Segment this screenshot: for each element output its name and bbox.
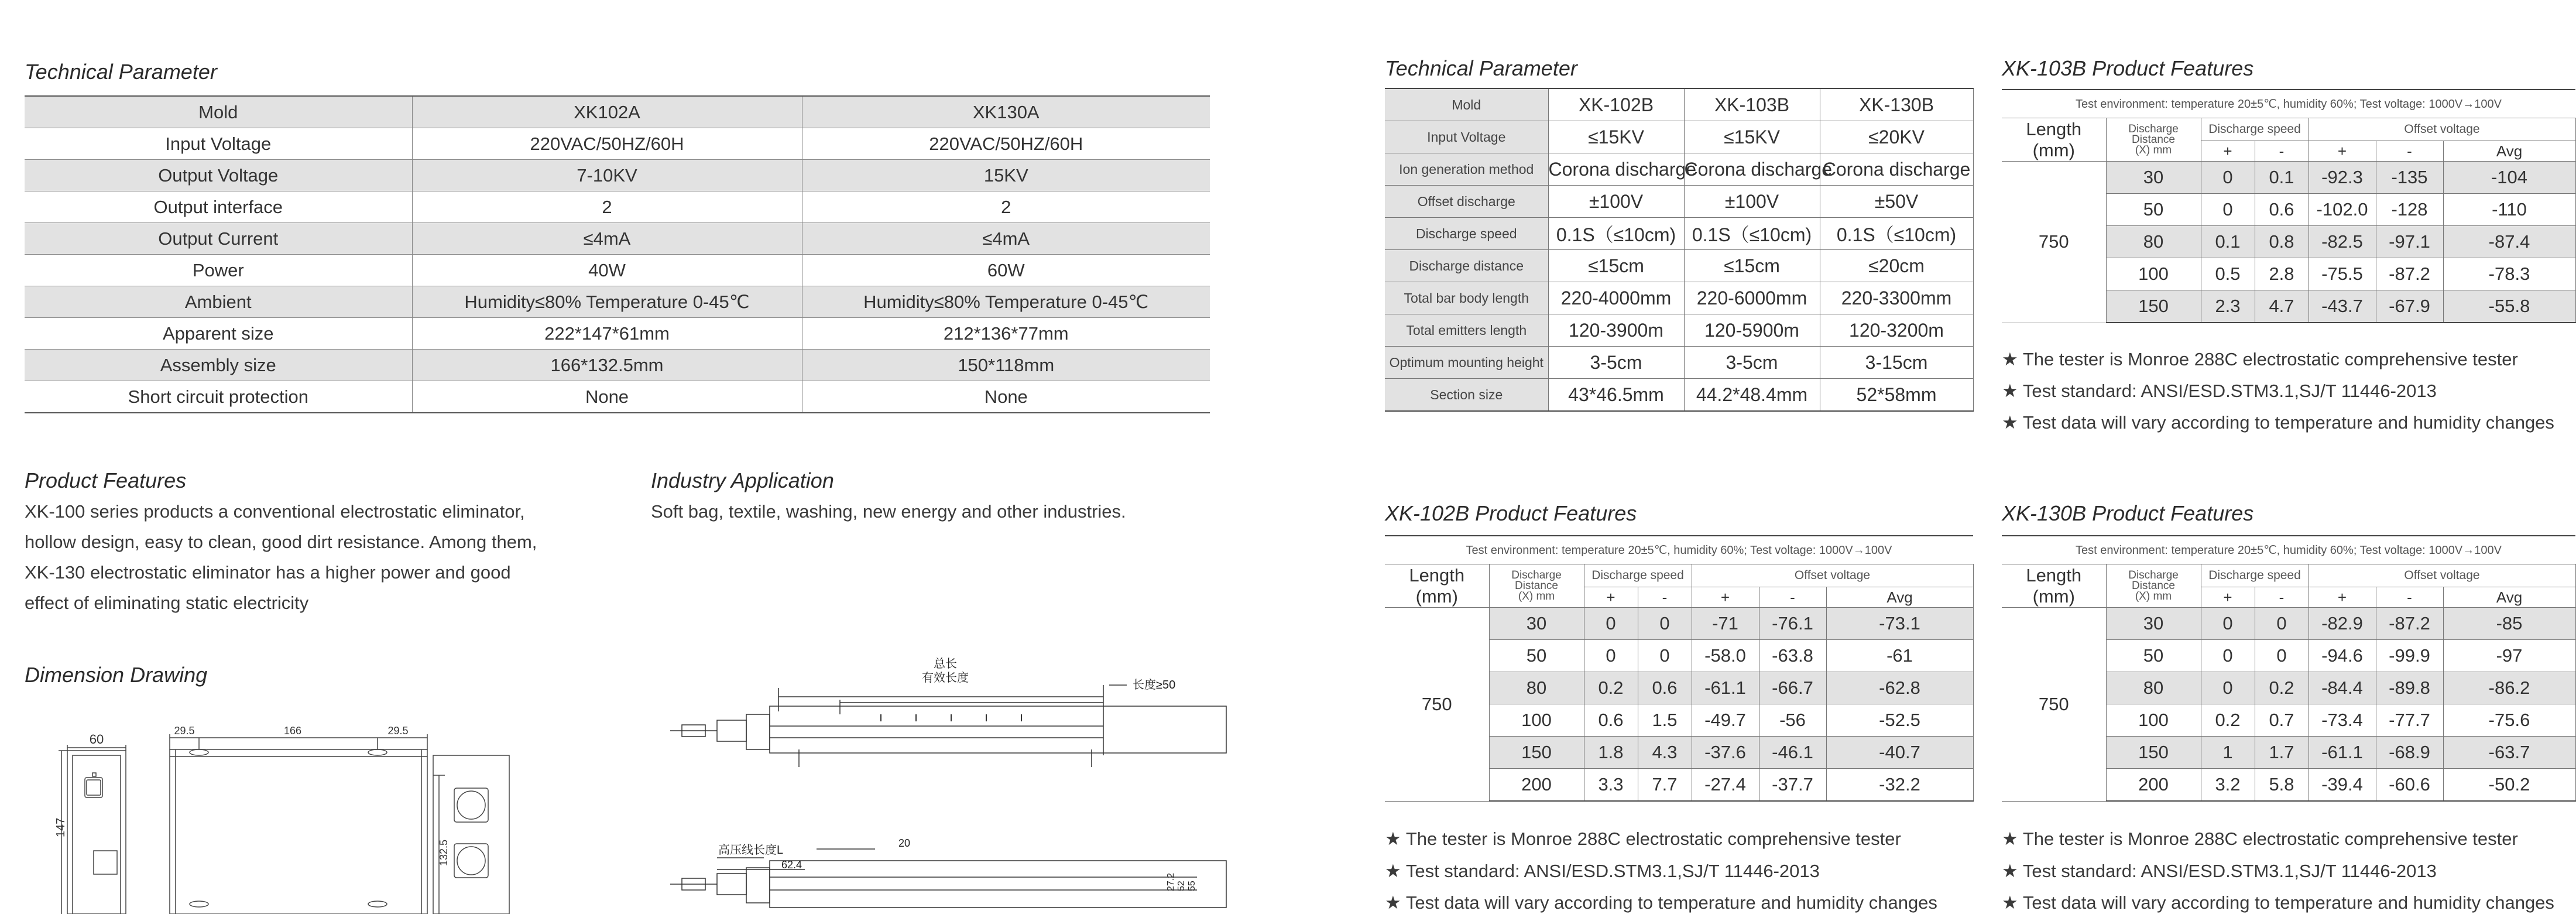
table-cell: ≤4mA [412, 223, 802, 255]
speed-header: Discharge speed [2201, 564, 2309, 587]
table-header-row [25, 96, 1210, 128]
speed-header: Discharge speed [2201, 118, 2309, 141]
table-cell: -50.2 [2443, 769, 2575, 802]
minus-header: - [2376, 141, 2443, 162]
minus-header: - [1759, 587, 1826, 608]
offset-header: Offset voltage [1692, 564, 1973, 587]
table-cell: 120-3200m [1820, 314, 1973, 347]
table-cell: 0 [2201, 162, 2255, 194]
table-cell: 0 [1584, 608, 1638, 640]
table-cell: 3-5cm [1684, 347, 1820, 379]
table-cell: -71 [1692, 608, 1759, 640]
table-cell: -61.1 [1692, 672, 1759, 704]
table-cell: -84.4 [2309, 672, 2376, 704]
table-cell: 166*132.5mm [412, 350, 802, 381]
table-cell: ±100V [1684, 186, 1820, 218]
table-cell: XK-103B [1684, 88, 1820, 121]
avg-header: Avg [2443, 587, 2575, 608]
dimension-drawing-bar [670, 656, 1197, 914]
label-length-50: 长度≥50 [1133, 679, 1176, 692]
table-cell: -86.2 [2443, 672, 2575, 704]
table-cell: -104 [2443, 162, 2575, 194]
table-cell: 200 [1489, 769, 1584, 802]
label-total-length: 总长 [934, 658, 957, 670]
table-cell: 7.7 [1638, 769, 1692, 802]
table-cell: -128 [2376, 194, 2443, 226]
table-cell: -92.3 [2309, 162, 2376, 194]
features-line: XK-100 series products a conventional electrostatic eliminator, [25, 501, 525, 522]
table-cell: -52.5 [1826, 704, 1973, 737]
table-cell: 4.3 [1638, 737, 1692, 769]
table-cell: 220-3300mm [1820, 282, 1973, 314]
env-row [1385, 536, 1973, 564]
row-label: Output interface [25, 191, 412, 223]
minus-header: - [2255, 141, 2309, 162]
table-cell: 4.7 [2255, 290, 2309, 323]
table-cell: -102.0 [2309, 194, 2376, 226]
table-cell: XK130A [802, 96, 1210, 128]
table-cell: ≤4mA [802, 223, 1210, 255]
table-cell: -37.6 [1692, 737, 1759, 769]
row-label: Apparent size [25, 318, 412, 350]
features-line: effect of eliminating static electricity [25, 593, 309, 613]
note-standard-102: ★ Test standard: ANSI/ESD.STM3.1,SJ/T 11446-2013 [1385, 861, 1820, 881]
table-row [25, 381, 1210, 413]
product-features-title: Product Features [25, 468, 187, 492]
dim-27-2: 27.2 [1166, 872, 1176, 891]
table-row [1385, 218, 1973, 250]
table-row [25, 223, 1210, 255]
table-row [1385, 250, 1973, 282]
note-tester: ★ The tester is Monroe 288C electrostatic comprehensive tester [2002, 349, 2518, 369]
industry-application-text: Soft bag, textile, washing, new energy and other industries. [651, 501, 1126, 522]
table-row [25, 350, 1210, 381]
features-line: XK-130 electrostatic eliminator has a higher power and good [25, 562, 511, 583]
table-cell: -73.1 [1826, 608, 1973, 640]
table-cell: 0 [2201, 640, 2255, 672]
table-cell: ≤15KV [1548, 121, 1684, 153]
table-cell: ≤15cm [1548, 250, 1684, 282]
table-cell: 3-15cm [1820, 347, 1973, 379]
table-cell: 80 [1489, 672, 1584, 704]
table-cell: 1.5 [1638, 704, 1692, 737]
table-cell: -37.7 [1759, 769, 1826, 802]
xk102b-table [1385, 535, 1974, 802]
table-cell: -135 [2376, 162, 2443, 194]
table-cell: 30 [2106, 608, 2201, 640]
table-cell: 30 [1489, 608, 1584, 640]
table-cell: 220VAC/50HZ/60H [412, 128, 802, 160]
table-cell: 100 [2106, 704, 2201, 737]
dim-55: 55 [1187, 881, 1197, 891]
table-cell: -46.1 [1759, 737, 1826, 769]
table-cell: 0 [2201, 672, 2255, 704]
table-cell: 1.7 [2255, 737, 2309, 769]
row-label: Output Voltage [25, 160, 412, 191]
table-cell: 50 [2106, 194, 2201, 226]
row-label: Discharge speed [1385, 218, 1548, 250]
table-cell: 220-6000mm [1684, 282, 1820, 314]
table-cell: 0 [2201, 608, 2255, 640]
dimension-drawing-box [54, 714, 515, 914]
row-label: Ion generation method [1385, 153, 1548, 186]
table-cell: -60.6 [2376, 769, 2443, 802]
length-value: 750 [2002, 162, 2106, 323]
table-cell: 2.3 [2201, 290, 2255, 323]
table-cell: 150 [1489, 737, 1584, 769]
dimension-drawing-title: Dimension Drawing [25, 663, 208, 687]
table-cell: -27.4 [1692, 769, 1759, 802]
row-label: Input Voltage [25, 128, 412, 160]
table-row [1385, 153, 1973, 186]
table-cell: 0.1 [2255, 162, 2309, 194]
table-cell: -77.7 [2376, 704, 2443, 737]
row-label: Ambient [25, 286, 412, 318]
table-cell: 50 [2106, 640, 2201, 672]
table-cell: -76.1 [1759, 608, 1826, 640]
table-cell: Humidity≤80% Temperature 0-45℃ [802, 286, 1210, 318]
table-cell: -32.2 [1826, 769, 1973, 802]
dim-29-5-a: 29.5 [174, 725, 195, 737]
table-row [25, 128, 1210, 160]
plus-header: + [2201, 587, 2255, 608]
industry-application-title: Industry Application [651, 468, 834, 492]
table-cell: 120-3900m [1548, 314, 1684, 347]
table-cell: -39.4 [2309, 769, 2376, 802]
xk130b-table [2002, 535, 2576, 802]
table-cell: ≤20KV [1820, 121, 1973, 153]
row-label: Assembly size [25, 350, 412, 381]
table-cell: 3.2 [2201, 769, 2255, 802]
row-label: Optimum mounting height [1385, 347, 1548, 379]
table-cell: 100 [1489, 704, 1584, 737]
table-cell: 150*118mm [802, 350, 1210, 381]
table-cell: Corona discharge [1548, 153, 1684, 186]
table-cell: 0.2 [2255, 672, 2309, 704]
table-cell: -73.4 [2309, 704, 2376, 737]
tech-param-table-right [1385, 88, 1974, 412]
distance-header: Discharge Distance (X) mm [1489, 564, 1584, 608]
table-cell: 44.2*48.4mm [1684, 379, 1820, 412]
table-cell: 0.1S（≤10cm) [1820, 218, 1973, 250]
avg-header: Avg [2443, 141, 2575, 162]
table-cell: 0.1 [2201, 226, 2255, 258]
env-row [2002, 536, 2575, 564]
table-row [1385, 186, 1973, 218]
table-cell: 2.8 [2255, 258, 2309, 290]
table-cell: 150 [2106, 737, 2201, 769]
table-cell: ±100V [1548, 186, 1684, 218]
header-row [2002, 118, 2575, 141]
tech-param-title-right: Technical Parameter [1385, 56, 1577, 80]
plus-header: + [2309, 587, 2376, 608]
dim-60: 60 [89, 732, 104, 747]
table-cell: -97 [2443, 640, 2575, 672]
tech-param-table-left [25, 95, 1210, 413]
note-variation-102: ★ Test data will vary according to temperature and humidity changes [1385, 892, 1937, 913]
row-label: Discharge distance [1385, 250, 1548, 282]
table-cell: -56 [1759, 704, 1826, 737]
table-row [1385, 608, 1973, 640]
table-cell: 80 [2106, 672, 2201, 704]
row-label: Section size [1385, 379, 1548, 412]
label-hv-length: 高压线长度L [718, 844, 784, 857]
table-cell: ≤15cm [1684, 250, 1820, 282]
table-cell: XK102A [412, 96, 802, 128]
table-cell: 0.2 [2201, 704, 2255, 737]
table-cell: 40W [412, 255, 802, 286]
table-cell: 0 [1638, 608, 1692, 640]
row-label: Output Current [25, 223, 412, 255]
table-cell: -78.3 [2443, 258, 2575, 290]
table-cell: 1 [2201, 737, 2255, 769]
table-cell: -82.9 [2309, 608, 2376, 640]
test-environment: Test environment: temperature 20±5℃, humidity 60%; Test voltage: 1000V→100V [1385, 536, 1973, 564]
table-cell: 200 [2106, 769, 2201, 802]
table-cell: ≤15KV [1684, 121, 1820, 153]
table-cell: 15KV [802, 160, 1210, 191]
table-row [2002, 162, 2575, 194]
table-cell: 0 [2201, 194, 2255, 226]
offset-header: Offset voltage [2309, 118, 2575, 141]
table-row [1385, 314, 1973, 347]
table-cell: -43.7 [2309, 290, 2376, 323]
xk130b-title: XK-130B Product Features [2002, 501, 2254, 525]
note-variation-130: ★ Test data will vary according to temperature and humidity changes [2002, 892, 2554, 913]
table-cell: -66.7 [1759, 672, 1826, 704]
features-line: hollow design, easy to clean, good dirt resistance. Among them, [25, 532, 537, 552]
table-cell: XK-130B [1820, 88, 1973, 121]
table-row [1385, 347, 1973, 379]
table-cell: 0.7 [2255, 704, 2309, 737]
table-cell: -87.4 [2443, 226, 2575, 258]
table-cell: 220-4000mm [1548, 282, 1684, 314]
table-cell: 43*46.5mm [1548, 379, 1684, 412]
table-cell: 100 [2106, 258, 2201, 290]
table-cell: -97.1 [2376, 226, 2443, 258]
test-environment: Test environment: temperature 20±5℃, humidity 60%; Test voltage: 1000V→100V [2002, 536, 2575, 564]
table-cell: -58.0 [1692, 640, 1759, 672]
test-environment: Test environment: temperature 20±5℃, humidity 60%; Test voltage: 1000V→100V [2002, 90, 2575, 118]
length-header: Length (mm) [2002, 118, 2106, 162]
speed-header: Discharge speed [1584, 564, 1692, 587]
table-cell: 0.6 [1584, 704, 1638, 737]
table-cell: 0.5 [2201, 258, 2255, 290]
table-cell: -89.8 [2376, 672, 2443, 704]
table-cell: -110 [2443, 194, 2575, 226]
table-cell: 0.6 [2255, 194, 2309, 226]
table-cell: 2 [802, 191, 1210, 223]
xk103b-table [2002, 89, 2576, 323]
table-cell: Corona discharge [1820, 153, 1973, 186]
table-cell: 52*58mm [1820, 379, 1973, 412]
table-row [25, 255, 1210, 286]
table-cell: -49.7 [1692, 704, 1759, 737]
table-cell: -40.7 [1826, 737, 1973, 769]
plus-header: + [2309, 141, 2376, 162]
table-cell: XK-102B [1548, 88, 1684, 121]
table-cell: 0.2 [1584, 672, 1638, 704]
env-row [2002, 90, 2575, 118]
table-cell: -63.7 [2443, 737, 2575, 769]
table-row [25, 286, 1210, 318]
table-cell: -87.2 [2376, 608, 2443, 640]
table-cell: -61.1 [2309, 737, 2376, 769]
table-row [25, 191, 1210, 223]
table-cell: 0 [2255, 608, 2309, 640]
table-cell: -87.2 [2376, 258, 2443, 290]
product-features-text [25, 497, 586, 618]
row-label: Mold [25, 96, 412, 128]
plus-header: + [2201, 141, 2255, 162]
table-cell: None [802, 381, 1210, 413]
table-cell: 3-5cm [1548, 347, 1684, 379]
table-cell: 0.1S（≤10cm) [1684, 218, 1820, 250]
dim-29-5-b: 29.5 [387, 725, 409, 737]
table-cell: -67.9 [2376, 290, 2443, 323]
table-row [2002, 608, 2575, 640]
table-cell: 80 [2106, 226, 2201, 258]
table-cell: 0.8 [2255, 226, 2309, 258]
table-cell: -63.8 [1759, 640, 1826, 672]
table-cell: -62.8 [1826, 672, 1973, 704]
tech-param-title-left: Technical Parameter [25, 60, 217, 84]
table-cell: -94.6 [2309, 640, 2376, 672]
table-row [1385, 282, 1973, 314]
length-value: 750 [2002, 608, 2106, 802]
table-cell: Humidity≤80% Temperature 0-45℃ [412, 286, 802, 318]
table-cell: 60W [802, 255, 1210, 286]
length-header: Length (mm) [2002, 564, 2106, 608]
dim-147: 147 [54, 817, 67, 837]
note-standard-130: ★ Test standard: ANSI/ESD.STM3.1,SJ/T 11446-2013 [2002, 861, 2437, 881]
table-cell: 5.8 [2255, 769, 2309, 802]
table-row [25, 318, 1210, 350]
dim-132-5: 132.5 [438, 839, 450, 866]
table-cell: 0 [1638, 640, 1692, 672]
minus-header: - [1638, 587, 1692, 608]
dim-62-4: 62.4 [781, 859, 802, 871]
table-cell: -55.8 [2443, 290, 2575, 323]
table-cell: -61 [1826, 640, 1973, 672]
table-header-row [1385, 88, 1973, 121]
table-cell: -85 [2443, 608, 2575, 640]
table-cell: 50 [1489, 640, 1584, 672]
length-value: 750 [1385, 608, 1489, 802]
table-cell: 0.1S（≤10cm) [1548, 218, 1684, 250]
table-cell: Corona discharge [1684, 153, 1820, 186]
table-cell: -68.9 [2376, 737, 2443, 769]
row-label: Short circuit protection [25, 381, 412, 413]
table-cell: None [412, 381, 802, 413]
table-row [1385, 379, 1973, 412]
table-cell: 212*136*77mm [802, 318, 1210, 350]
table-cell: 3.3 [1584, 769, 1638, 802]
row-label: Power [25, 255, 412, 286]
dim-20: 20 [898, 837, 911, 849]
distance-header: Discharge Distance (X) mm [2106, 564, 2201, 608]
table-cell: 7-10KV [412, 160, 802, 191]
row-label: Total emitters length [1385, 314, 1548, 347]
table-cell: -82.5 [2309, 226, 2376, 258]
table-cell: 220VAC/50HZ/60H [802, 128, 1210, 160]
table-cell: 0 [1584, 640, 1638, 672]
note-tester-130: ★ The tester is Monroe 288C electrostatic comprehensive tester [2002, 829, 2518, 849]
row-label: Total bar body length [1385, 282, 1548, 314]
header-row [1385, 564, 1973, 587]
dim-52: 52 [1176, 881, 1186, 891]
dim-166: 166 [283, 725, 302, 737]
offset-header: Offset voltage [2309, 564, 2575, 587]
table-cell: ±50V [1820, 186, 1973, 218]
table-cell: -75.5 [2309, 258, 2376, 290]
note-variation: ★ Test data will vary according to temperature and humidity changes [2002, 412, 2554, 433]
table-row [25, 160, 1210, 191]
table-row [1385, 121, 1973, 153]
row-label: Mold [1385, 88, 1548, 121]
minus-header: - [2255, 587, 2309, 608]
table-cell: ≤20cm [1820, 250, 1973, 282]
table-cell: 120-5900m [1684, 314, 1820, 347]
distance-header: Discharge Distance (X) mm [2106, 118, 2201, 162]
minus-header: - [2376, 587, 2443, 608]
table-cell: 30 [2106, 162, 2201, 194]
plus-header: + [1692, 587, 1759, 608]
plus-header: + [1584, 587, 1638, 608]
table-cell: 222*147*61mm [412, 318, 802, 350]
table-cell: 150 [2106, 290, 2201, 323]
note-standard: ★ Test standard: ANSI/ESD.STM3.1,SJ/T 11446-2013 [2002, 381, 2437, 401]
note-tester-102: ★ The tester is Monroe 288C electrostatic comprehensive tester [1385, 829, 1901, 849]
row-label: Input Voltage [1385, 121, 1548, 153]
avg-header: Avg [1826, 587, 1973, 608]
table-cell: 2 [412, 191, 802, 223]
table-cell: -75.6 [2443, 704, 2575, 737]
xk102b-title: XK-102B Product Features [1385, 501, 1637, 525]
table-cell: 1.8 [1584, 737, 1638, 769]
table-cell: -99.9 [2376, 640, 2443, 672]
header-row [2002, 564, 2575, 587]
xk103b-title: XK-103B Product Features [2002, 56, 2254, 80]
table-cell: 0 [2255, 640, 2309, 672]
table-cell: 0.6 [1638, 672, 1692, 704]
label-effective-length: 有效长度 [922, 672, 969, 684]
row-label: Offset discharge [1385, 186, 1548, 218]
length-header: Length (mm) [1385, 564, 1489, 608]
